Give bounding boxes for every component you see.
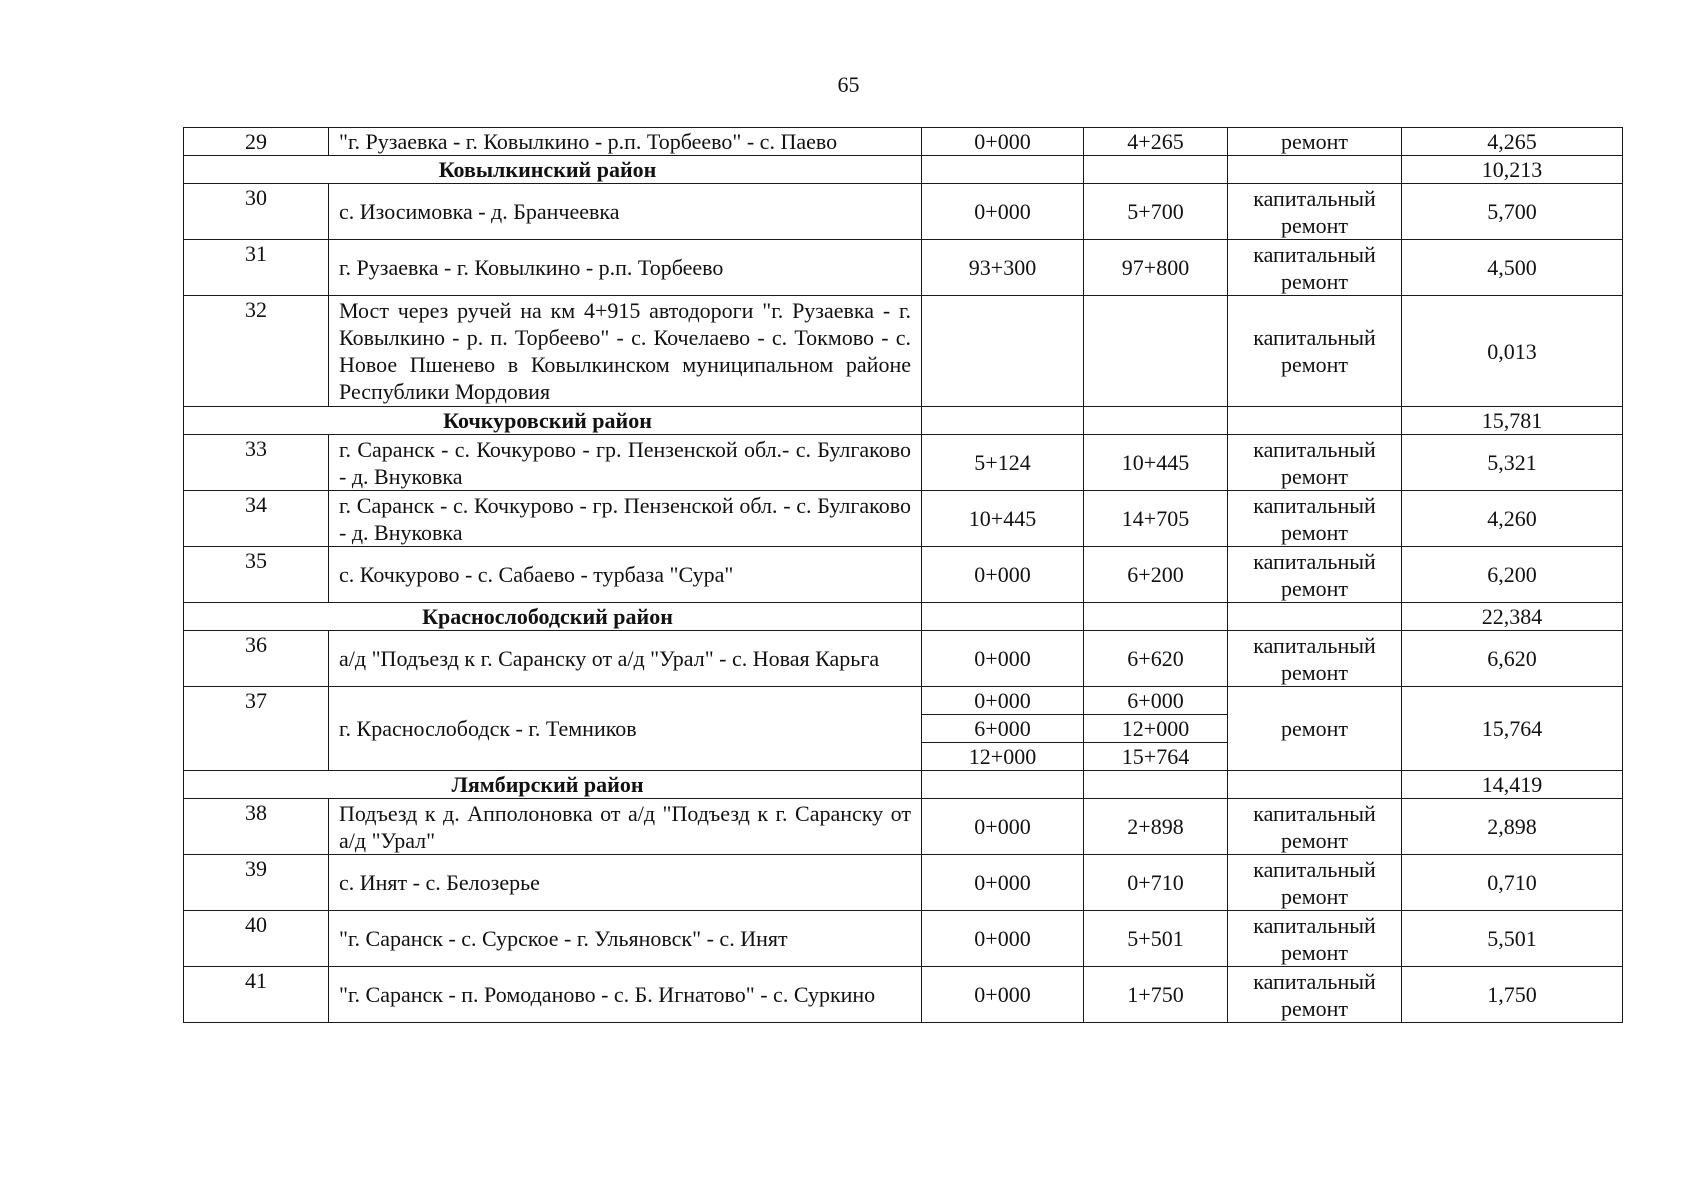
length-km: 0,710 <box>1402 855 1623 911</box>
km-start <box>922 296 1084 407</box>
district-total: 15,781 <box>1402 407 1623 435</box>
km-end: 2+898 <box>1084 799 1228 855</box>
km-end: 6+000 <box>1084 687 1228 715</box>
work-type: капитальный ремонт <box>1228 967 1402 1023</box>
table-row <box>184 799 1623 855</box>
work-type: капитальный ремонт <box>1228 240 1402 296</box>
road-name: с. Кочкурово - с. Сабаево - турбаза "Сура" <box>329 547 922 603</box>
km-end: 5+700 <box>1084 184 1228 240</box>
road-name: г. Краснослободск - г. Темников <box>329 687 922 771</box>
row-number: 40 <box>184 911 329 967</box>
km-start: 0+000 <box>922 128 1084 156</box>
district-row <box>184 603 1623 631</box>
road-name: г. Саранск - с. Кочкурово - гр. Пензенской обл. - с. Булгаково - д. Внуковка <box>329 491 922 547</box>
work-type: капитальный ремонт <box>1228 855 1402 911</box>
district-total: 22,384 <box>1402 603 1623 631</box>
table-row <box>184 435 1623 491</box>
km-start: 93+300 <box>922 240 1084 296</box>
row-number: 39 <box>184 855 329 911</box>
km-end <box>1084 296 1228 407</box>
row-number: 37 <box>184 687 329 771</box>
km-start: 0+000 <box>922 547 1084 603</box>
page-number: 65 <box>837 72 860 97</box>
road-name: с. Инят - с. Белозерье <box>329 855 922 911</box>
district-name: Ковылкинский район <box>184 156 922 184</box>
road-name: с. Изосимовка - д. Бранчеевка <box>329 184 922 240</box>
km-end: 0+710 <box>1084 855 1228 911</box>
length-km: 4,260 <box>1402 491 1623 547</box>
district-row <box>184 156 1623 184</box>
km-end: 6+620 <box>1084 631 1228 687</box>
km-end: 12+000 <box>1084 715 1228 743</box>
km-end: 6+200 <box>1084 547 1228 603</box>
km-end: 10+445 <box>1084 435 1228 491</box>
length-km: 6,200 <box>1402 547 1623 603</box>
length-km: 4,500 <box>1402 240 1623 296</box>
road-name: а/д "Подъезд к г. Саранску от а/д "Урал" - с. Новая Карьга <box>329 631 922 687</box>
table-row <box>184 967 1623 1023</box>
table-row <box>184 547 1623 603</box>
km-start: 0+000 <box>922 967 1084 1023</box>
table-row <box>184 184 1623 240</box>
road-name: "г. Рузаевка - г. Ковылкино - р.п. Торбеево" - с. Паево <box>329 128 922 156</box>
work-type: капитальный ремонт <box>1228 911 1402 967</box>
road-name: "г. Саранск - п. Ромоданово - с. Б. Игнатово" - с. Суркино <box>329 967 922 1023</box>
length-km: 5,501 <box>1402 911 1623 967</box>
table-row <box>184 855 1623 911</box>
table-row <box>184 296 1623 407</box>
km-start: 0+000 <box>922 855 1084 911</box>
km-start: 0+000 <box>922 687 1084 715</box>
length-km: 5,700 <box>1402 184 1623 240</box>
road-name: г. Рузаевка - г. Ковылкино - р.п. Торбеево <box>329 240 922 296</box>
work-type: ремонт <box>1228 128 1402 156</box>
row-number: 32 <box>184 296 329 407</box>
table-row <box>184 491 1623 547</box>
row-number: 36 <box>184 631 329 687</box>
row-number: 29 <box>184 128 329 156</box>
work-type: капитальный ремонт <box>1228 184 1402 240</box>
row-number: 33 <box>184 435 329 491</box>
district-row <box>184 407 1623 435</box>
road-name: Мост через ручей на км 4+915 автодороги "г. Рузаевка - г. Ковылкино - р. п. Торбеево" - с. Кочелаево - с. Токмово - с. Новое Пшенево в Ковылкинском муниципальном районе Республики Мордовия <box>329 296 922 407</box>
length-km: 0,013 <box>1402 296 1623 407</box>
km-start: 0+000 <box>922 799 1084 855</box>
km-end: 15+764 <box>1084 743 1228 771</box>
km-start: 6+000 <box>922 715 1084 743</box>
work-type: капитальный ремонт <box>1228 435 1402 491</box>
row-number: 31 <box>184 240 329 296</box>
row-number: 41 <box>184 967 329 1023</box>
table-row <box>184 240 1623 296</box>
length-km: 5,321 <box>1402 435 1623 491</box>
length-km: 1,750 <box>1402 967 1623 1023</box>
district-total: 14,419 <box>1402 771 1623 799</box>
work-type: капитальный ремонт <box>1228 296 1402 407</box>
row-number: 34 <box>184 491 329 547</box>
table-row <box>184 128 1623 156</box>
road-name: "г. Саранск - с. Сурское - г. Ульяновск" - с. Инят <box>329 911 922 967</box>
table-row <box>184 687 1623 715</box>
km-start: 0+000 <box>922 911 1084 967</box>
row-number: 38 <box>184 799 329 855</box>
work-type: капитальный ремонт <box>1228 547 1402 603</box>
km-end: 1+750 <box>1084 967 1228 1023</box>
district-name: Лямбирский район <box>184 771 922 799</box>
district-name: Кочкуровский район <box>184 407 922 435</box>
km-end: 14+705 <box>1084 491 1228 547</box>
length-km: 6,620 <box>1402 631 1623 687</box>
km-end: 97+800 <box>1084 240 1228 296</box>
work-type: ремонт <box>1228 687 1402 771</box>
road-repair-table <box>183 127 1623 1023</box>
km-start: 0+000 <box>922 631 1084 687</box>
km-start: 12+000 <box>922 743 1084 771</box>
district-row <box>184 771 1623 799</box>
km-end: 4+265 <box>1084 128 1228 156</box>
district-total: 10,213 <box>1402 156 1623 184</box>
km-start: 5+124 <box>922 435 1084 491</box>
table-row <box>184 911 1623 967</box>
km-start: 10+445 <box>922 491 1084 547</box>
length-km: 15,764 <box>1402 687 1623 771</box>
work-type: капитальный ремонт <box>1228 491 1402 547</box>
km-end: 5+501 <box>1084 911 1228 967</box>
row-number: 30 <box>184 184 329 240</box>
table-row <box>184 631 1623 687</box>
km-start: 0+000 <box>922 184 1084 240</box>
road-name: Подъезд к д. Апполоновка от а/д "Подъезд к г. Саранску от а/д "Урал" <box>329 799 922 855</box>
work-type: капитальный ремонт <box>1228 631 1402 687</box>
length-km: 4,265 <box>1402 128 1623 156</box>
road-name: г. Саранск - с. Кочкурово - гр. Пензенской обл.- с. Булгаково - д. Внуковка <box>329 435 922 491</box>
district-name: Краснослободский район <box>184 603 922 631</box>
row-number: 35 <box>184 547 329 603</box>
length-km: 2,898 <box>1402 799 1623 855</box>
work-type: капитальный ремонт <box>1228 799 1402 855</box>
